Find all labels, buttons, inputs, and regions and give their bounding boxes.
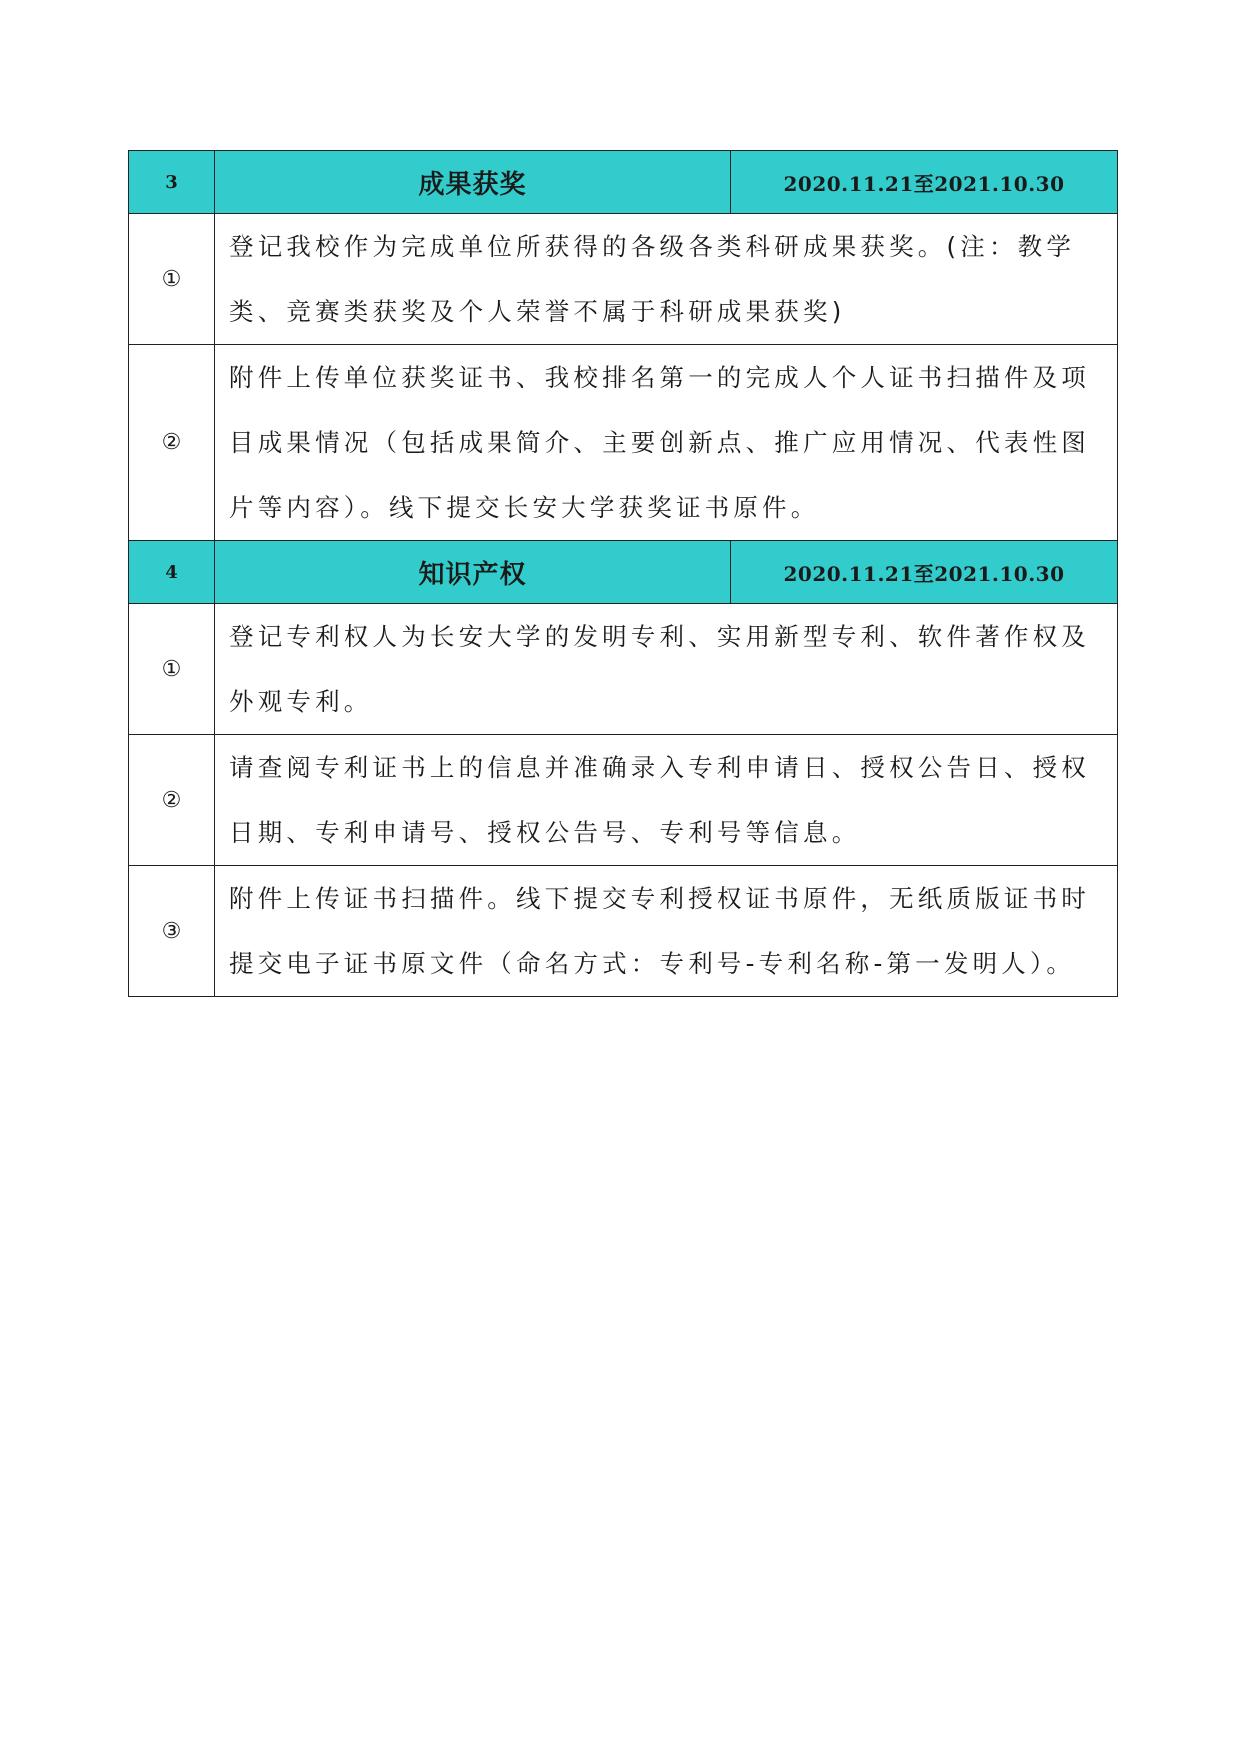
item-marker: ② — [129, 735, 215, 866]
section-date-range: 2020.11.21至2021.10.30 — [731, 541, 1118, 604]
registration-table — [128, 150, 1118, 997]
table-row — [129, 735, 1118, 866]
item-text: 附件上传证书扫描件。线下提交专利授权证书原件，无纸质版证书时提交电子证书原文件（命名方式：专利号-专利名称-第一发明人）。 — [215, 866, 1118, 997]
section-title: 知识产权 — [215, 541, 731, 604]
item-text: 附件上传单位获奖证书、我校排名第一的完成人个人证书扫描件及项目成果情况（包括成果简介、主要创新点、推广应用情况、代表性图片等内容）。线下提交长安大学获奖证书原件。 — [215, 345, 1118, 541]
section-header-row — [129, 541, 1118, 604]
section-header-row — [129, 151, 1118, 214]
item-text: 请查阅专利证书上的信息并准确录入专利申请日、授权公告日、授权日期、专利申请号、授权公告号、专利号等信息。 — [215, 735, 1118, 866]
table-row — [129, 866, 1118, 997]
item-marker: ② — [129, 345, 215, 541]
table-row — [129, 345, 1118, 541]
table-row — [129, 604, 1118, 735]
section-title: 成果获奖 — [215, 151, 731, 214]
item-text: 登记我校作为完成单位所获得的各级各类科研成果获奖。(注：教学类、竞赛类获奖及个人荣誉不属于科研成果获奖) — [215, 214, 1118, 345]
section-number: 4 — [129, 541, 215, 604]
section-date-range: 2020.11.21至2021.10.30 — [731, 151, 1118, 214]
item-marker: ③ — [129, 866, 215, 997]
item-marker: ① — [129, 604, 215, 735]
item-text: 登记专利权人为长安大学的发明专利、实用新型专利、软件著作权及外观专利。 — [215, 604, 1118, 735]
section-number: 3 — [129, 151, 215, 214]
item-marker: ① — [129, 214, 215, 345]
table-row — [129, 214, 1118, 345]
